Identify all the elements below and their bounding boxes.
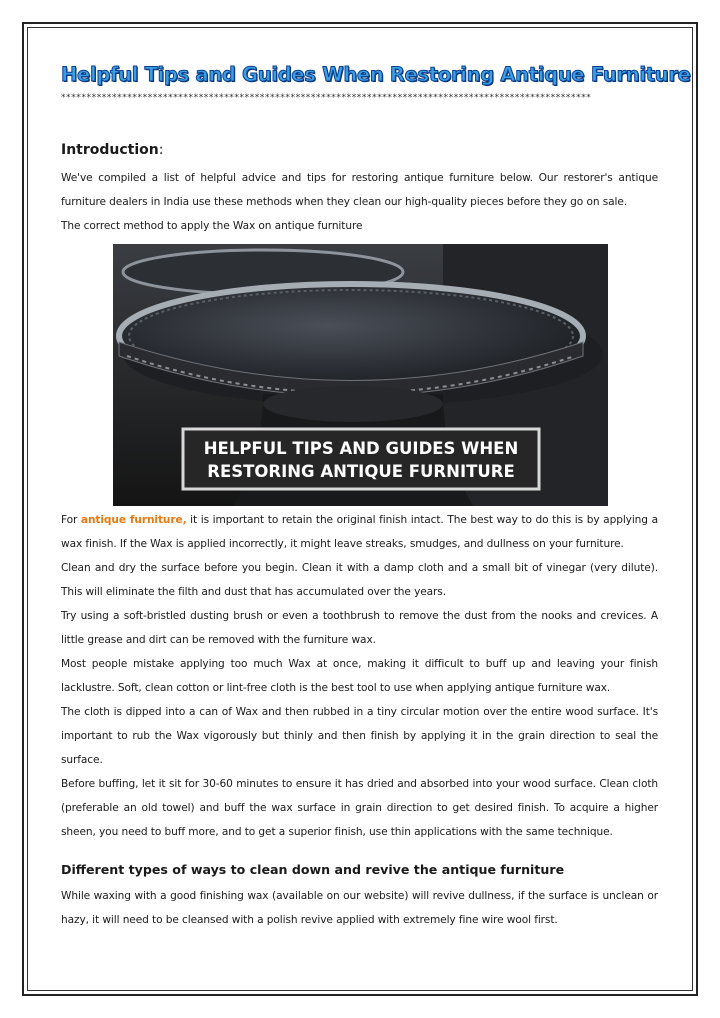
body-paragraph: Most people mistake applying too much Wax at once, making it difficult to buff up and leaving your finish lacklustre. Soft, clean cotton or lint-free cloth is the best tool to use when applying antique furniture wax. xyxy=(61,658,658,694)
overlay-line-2: RESTORING ANTIQUE FURNITURE xyxy=(207,462,515,481)
intro-heading-colon: : xyxy=(158,142,164,158)
document-content xyxy=(61,58,691,238)
document-body xyxy=(61,508,658,932)
hero-image xyxy=(113,244,608,506)
wax-method-heading: The correct method to apply the Wax on antique furniture xyxy=(61,220,363,232)
separator-line: ******************************************************************************************************** xyxy=(61,93,592,103)
para-for-prefix: For xyxy=(61,514,81,526)
para-for-rest: it is important to retain the original finish intact. The best way to do this is by applying a wax finish. If the Wax is applied incorrectly, it might leave streaks, smudges, and dullness on your furniture. xyxy=(61,514,658,550)
section2-heading: Different types of ways to clean down and revive the antique furniture xyxy=(61,862,565,877)
wax-finish-paragraph xyxy=(61,508,658,556)
antique-furniture-link[interactable]: antique furniture, xyxy=(80,514,187,526)
antique-table-photo xyxy=(113,244,608,506)
section2-paragraph: While waxing with a good finishing wax (available on our website) will revive dullness, if the surface is unclean or hazy, it will need to be cleansed with a polish revive applied with extremely fine wire wool first. xyxy=(61,890,658,926)
body-paragraph: Clean and dry the surface before you begin. Clean it with a damp cloth and a small bit of vinegar (very dilute). This will eliminate the filth and dust that has accumulated over the years. xyxy=(61,562,658,598)
document-title: Helpful Tips and Guides When Restoring Antique Furniture xyxy=(61,63,691,86)
intro-paragraph: We've compiled a list of helpful advice and tips for restoring antique furniture below. Our restorer's antique furniture dealers in India use these methods when they clean our high-quality pieces before they go on sale. xyxy=(61,172,658,208)
intro-heading-text: Introduction xyxy=(61,142,159,158)
body-paragraph: Before buffing, let it sit for 30-60 minutes to ensure it has dried and absorbed into your wood surface. Clean cloth (preferable an old towel) and buff the wax surface in grain direction to get desired finish. To acquire a higher sheen, you need to buff more, and to get a superior finish, use thin applications with the same technique. xyxy=(61,778,658,838)
overlay-line-1: HELPFUL TIPS AND GUIDES WHEN xyxy=(203,439,519,458)
body-paragraph: Try using a soft-bristled dusting brush or even a toothbrush to remove the dust from the nooks and crevices. A little grease and dirt can be removed with the furniture wax. xyxy=(61,610,658,646)
intro-heading xyxy=(61,140,658,160)
body-paragraph: The cloth is dipped into a can of Wax and then rubbed in a tiny circular motion over the entire wood surface. It's important to rub the Wax vigorously but thinly and then finish by applying it in the grain direction to seal the surface. xyxy=(61,706,658,766)
